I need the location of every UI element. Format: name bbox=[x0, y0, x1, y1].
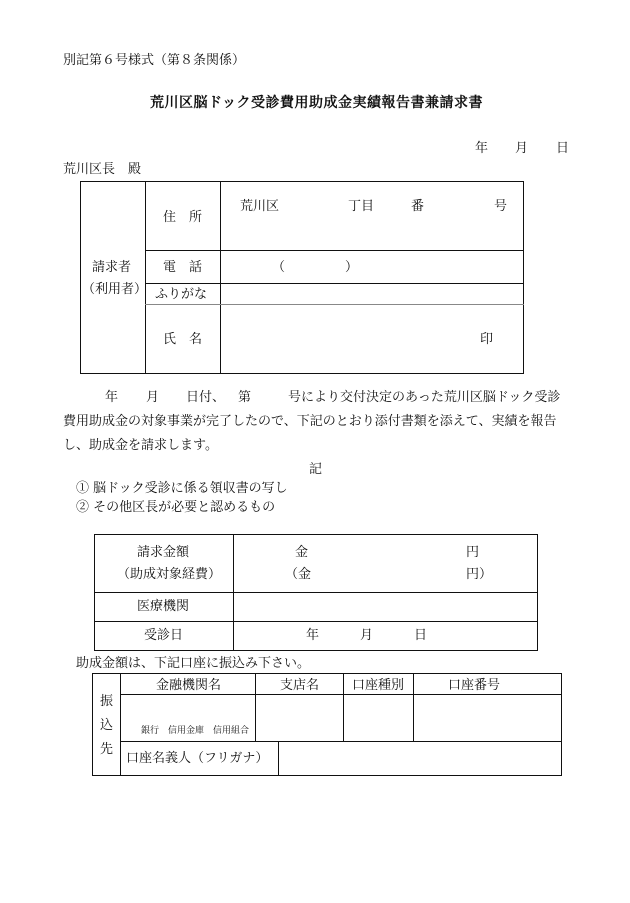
body-line2: 費用助成金の対象事業が完了したので、下記のとおり添付書類を添えて、実績を報告 bbox=[63, 414, 557, 429]
seal-mark: 印 bbox=[480, 332, 494, 347]
attachment-item-2: ② その他区長が必要と認めるもの bbox=[76, 500, 276, 515]
address-go: 号 bbox=[494, 199, 508, 214]
amount-field[interactable] bbox=[310, 542, 460, 562]
bank-type-options: 銀行 信用金庫 信用組合 bbox=[141, 726, 250, 736]
body-line1-rest: 号により交付決定のあった荒川区脳ドック受診 bbox=[288, 390, 561, 405]
applicant-label: 請求者 bbox=[92, 260, 132, 275]
phone-close-paren: ） bbox=[345, 260, 359, 275]
furigana-label: ふりがな bbox=[155, 287, 208, 302]
institution-name-field[interactable] bbox=[121, 695, 254, 723]
applicant-sub-label: （利用者） bbox=[82, 282, 148, 297]
col-branch-name: 支店名 bbox=[280, 678, 320, 693]
col-account-number: 口座番号 bbox=[448, 678, 501, 693]
visit-month: 月 bbox=[360, 628, 374, 643]
visit-year: 年 bbox=[306, 628, 320, 643]
amount-yen: 円 bbox=[466, 545, 480, 560]
account-holder-field[interactable] bbox=[279, 742, 561, 775]
form-number-label: 別記第６号様式（第８条関係） bbox=[63, 53, 246, 68]
institution-field[interactable] bbox=[234, 593, 537, 620]
account-number-field[interactable] bbox=[414, 695, 561, 740]
cost-yen: 円） bbox=[466, 567, 493, 582]
body-date: 日付、 bbox=[186, 390, 226, 405]
body-month: 月 bbox=[146, 390, 160, 405]
amount-label: 請求金額 bbox=[137, 545, 190, 560]
phone-open-paren: （ bbox=[272, 260, 286, 275]
branch-name-field[interactable] bbox=[256, 695, 342, 740]
address-prefix: 荒川区 bbox=[240, 199, 280, 214]
institution-label: 医療機関 bbox=[137, 599, 190, 614]
amount-sub-label: （助成対象経費） bbox=[117, 567, 222, 582]
body-year: 年 bbox=[105, 390, 119, 405]
furikomisaki-char-2: 込 bbox=[100, 718, 114, 733]
account-holder-label: 口座名義人（フリガナ） bbox=[126, 751, 269, 766]
phone-label: 電 話 bbox=[163, 260, 203, 275]
col-institution-name: 金融機関名 bbox=[156, 678, 222, 693]
address-field[interactable] bbox=[221, 220, 523, 249]
address-label: 住 所 bbox=[163, 210, 203, 225]
amount-kin: 金 bbox=[295, 545, 309, 560]
account-type-field[interactable] bbox=[344, 695, 412, 740]
transfer-note: 助成金額は、下記口座に振込み下さい。 bbox=[76, 656, 311, 671]
cost-field[interactable] bbox=[310, 565, 460, 585]
date-day-label: 日 bbox=[556, 141, 570, 156]
furikomisaki-char-3: 先 bbox=[100, 742, 114, 757]
cost-kin: （金 bbox=[285, 567, 312, 582]
col-account-type: 口座種別 bbox=[352, 678, 405, 693]
furigana-field[interactable] bbox=[221, 284, 523, 304]
attachment-item-1: ① 脳ドック受診に係る領収書の写し bbox=[76, 481, 288, 496]
date-month-label: 月 bbox=[515, 141, 529, 156]
visit-day: 日 bbox=[414, 628, 428, 643]
address-ban: 番 bbox=[411, 199, 425, 214]
date-year-label: 年 bbox=[475, 141, 489, 156]
ki-label: 記 bbox=[309, 462, 323, 477]
document-title: 荒川区脳ドック受診費用助成金実績報告書兼請求書 bbox=[150, 95, 483, 111]
addressee: 荒川区長 殿 bbox=[63, 162, 142, 177]
address-chome: 丁目 bbox=[348, 199, 375, 214]
name-field[interactable] bbox=[221, 305, 461, 373]
body-line3: し、助成金を請求します。 bbox=[63, 438, 218, 453]
name-label: 氏 名 bbox=[163, 332, 203, 347]
visit-date-label: 受診日 bbox=[144, 628, 184, 643]
furikomisaki-char-1: 振 bbox=[100, 694, 114, 709]
body-number: 第 bbox=[238, 390, 252, 405]
